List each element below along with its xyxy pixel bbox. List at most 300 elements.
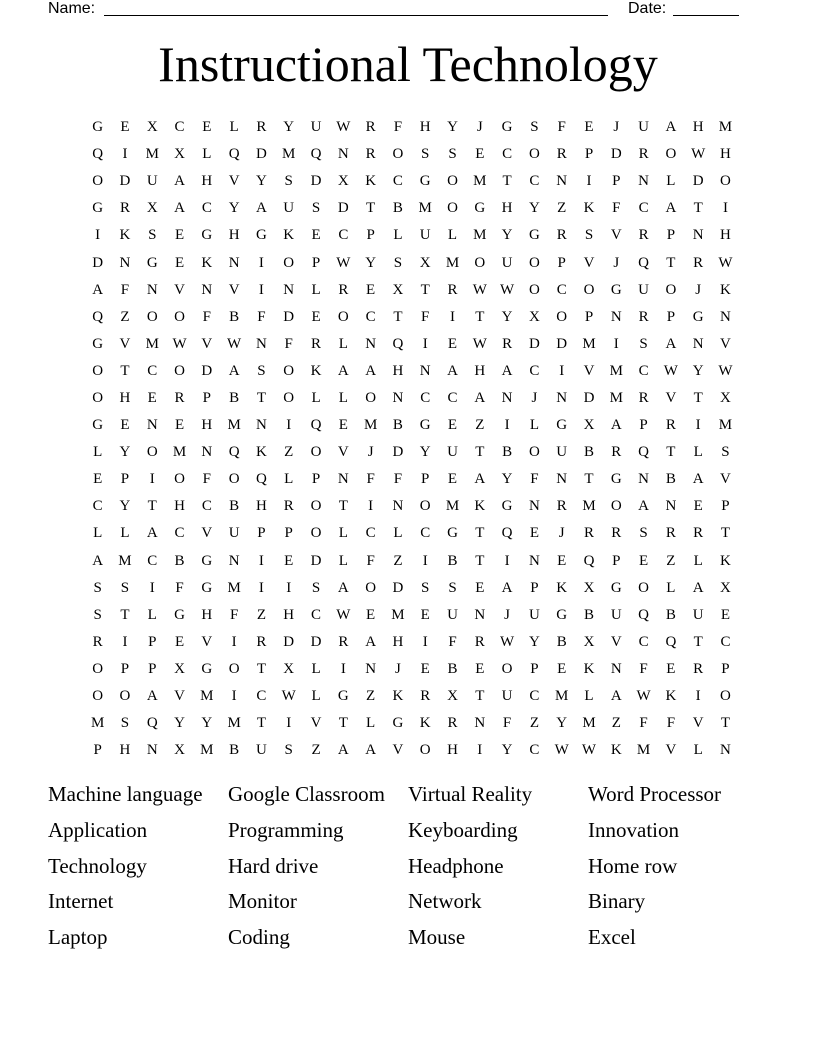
- grid-letter[interactable]: C: [338, 227, 349, 244]
- grid-letter[interactable]: R: [638, 227, 649, 244]
- grid-letter[interactable]: T: [475, 444, 485, 461]
- grid-letter[interactable]: L: [338, 552, 348, 569]
- grid-letter[interactable]: J: [613, 119, 620, 136]
- grid-letter[interactable]: K: [583, 660, 595, 677]
- grid-letter[interactable]: N: [556, 471, 568, 488]
- grid-letter[interactable]: V: [720, 335, 731, 352]
- grid-letter[interactable]: L: [93, 525, 103, 542]
- grid-letter[interactable]: O: [119, 688, 131, 705]
- grid-letter[interactable]: O: [228, 660, 240, 677]
- grid-letter[interactable]: K: [419, 715, 431, 732]
- grid-letter[interactable]: L: [338, 389, 348, 406]
- grid-letter[interactable]: W: [691, 146, 706, 163]
- grid-letter[interactable]: P: [721, 498, 730, 515]
- grid-letter[interactable]: U: [447, 606, 458, 623]
- grid-letter[interactable]: X: [146, 200, 158, 217]
- grid-letter[interactable]: K: [610, 742, 622, 759]
- grid-letter[interactable]: A: [365, 742, 377, 759]
- grid-letter[interactable]: B: [447, 660, 458, 677]
- grid-letter[interactable]: M: [609, 362, 623, 379]
- grid-letter[interactable]: S: [639, 335, 648, 352]
- grid-letter[interactable]: I: [149, 579, 155, 596]
- grid-letter[interactable]: M: [582, 715, 596, 732]
- grid-letter[interactable]: E: [174, 227, 185, 244]
- grid-letter[interactable]: A: [92, 552, 104, 569]
- grid-letter[interactable]: J: [504, 606, 511, 623]
- grid-letter[interactable]: N: [119, 254, 131, 271]
- grid-letter[interactable]: W: [336, 119, 351, 136]
- grid-letter[interactable]: U: [556, 444, 568, 461]
- grid-letter[interactable]: V: [174, 688, 185, 705]
- grid-letter[interactable]: L: [693, 742, 703, 759]
- grid-letter[interactable]: S: [93, 606, 102, 623]
- grid-letter[interactable]: G: [474, 200, 486, 217]
- grid-letter[interactable]: S: [421, 579, 430, 596]
- grid-letter[interactable]: X: [174, 660, 185, 677]
- grid-letter[interactable]: I: [422, 552, 428, 569]
- grid-letter[interactable]: F: [202, 308, 211, 325]
- grid-letter[interactable]: S: [120, 579, 130, 596]
- grid-letter[interactable]: G: [419, 173, 431, 190]
- grid-letter[interactable]: A: [92, 281, 104, 298]
- grid-letter[interactable]: W: [500, 633, 515, 650]
- grid-letter[interactable]: P: [612, 173, 621, 190]
- grid-letter[interactable]: N: [146, 281, 158, 298]
- grid-letter[interactable]: R: [338, 281, 349, 298]
- grid-letter[interactable]: K: [310, 362, 322, 379]
- grid-letter[interactable]: U: [638, 281, 649, 298]
- grid-letter[interactable]: K: [556, 579, 568, 596]
- grid-letter[interactable]: U: [146, 173, 158, 190]
- grid-letter[interactable]: D: [556, 335, 568, 352]
- grid-letter[interactable]: R: [693, 660, 704, 677]
- grid-letter[interactable]: V: [720, 471, 731, 488]
- grid-letter[interactable]: O: [92, 362, 104, 379]
- grid-letter[interactable]: R: [583, 525, 594, 542]
- grid-letter[interactable]: T: [475, 525, 485, 542]
- grid-letter[interactable]: V: [228, 281, 240, 298]
- grid-letter[interactable]: Z: [284, 444, 294, 461]
- grid-letter[interactable]: G: [556, 417, 568, 434]
- grid-letter[interactable]: O: [92, 688, 104, 705]
- grid-letter[interactable]: I: [422, 633, 428, 650]
- grid-letter[interactable]: O: [665, 281, 677, 298]
- grid-letter[interactable]: F: [448, 633, 457, 650]
- name-blank-line[interactable]: [104, 15, 608, 16]
- grid-letter[interactable]: H: [201, 417, 213, 434]
- grid-letter[interactable]: P: [612, 552, 621, 569]
- grid-letter[interactable]: E: [475, 146, 485, 163]
- grid-letter[interactable]: V: [583, 362, 595, 379]
- grid-letter[interactable]: C: [529, 362, 540, 379]
- grid-letter[interactable]: O: [447, 173, 458, 190]
- grid-letter[interactable]: D: [310, 173, 322, 190]
- grid-letter[interactable]: G: [528, 227, 540, 244]
- grid-letter[interactable]: E: [693, 498, 703, 515]
- grid-letter[interactable]: H: [474, 362, 486, 379]
- grid-letter[interactable]: C: [529, 688, 540, 705]
- grid-letter[interactable]: Y: [256, 173, 267, 190]
- grid-letter[interactable]: O: [610, 498, 622, 515]
- grid-letter[interactable]: H: [283, 606, 295, 623]
- grid-letter[interactable]: G: [501, 498, 513, 515]
- grid-letter[interactable]: L: [311, 281, 321, 298]
- grid-letter[interactable]: N: [665, 498, 677, 515]
- grid-letter[interactable]: G: [92, 119, 104, 136]
- grid-letter[interactable]: H: [720, 146, 731, 163]
- grid-letter[interactable]: Y: [201, 715, 213, 732]
- grid-letter[interactable]: F: [666, 715, 676, 732]
- grid-letter[interactable]: T: [420, 281, 430, 298]
- grid-letter[interactable]: F: [366, 552, 375, 569]
- grid-letter[interactable]: V: [119, 335, 131, 352]
- grid-letter[interactable]: Z: [366, 688, 376, 705]
- grid-letter[interactable]: D: [310, 633, 322, 650]
- grid-letter[interactable]: I: [504, 552, 510, 569]
- grid-letter[interactable]: F: [639, 715, 648, 732]
- grid-letter[interactable]: W: [554, 742, 569, 759]
- grid-letter[interactable]: B: [229, 389, 240, 406]
- grid-letter[interactable]: C: [201, 498, 212, 515]
- grid-letter[interactable]: M: [145, 335, 159, 352]
- grid-letter[interactable]: N: [337, 146, 349, 163]
- grid-letter[interactable]: O: [447, 200, 458, 217]
- grid-letter[interactable]: N: [146, 742, 158, 759]
- grid-letter[interactable]: V: [692, 715, 704, 732]
- grid-letter[interactable]: B: [392, 417, 403, 434]
- grid-letter[interactable]: R: [502, 335, 513, 352]
- grid-letter[interactable]: X: [337, 173, 349, 190]
- grid-letter[interactable]: I: [258, 552, 264, 569]
- grid-letter[interactable]: C: [365, 308, 376, 325]
- grid-letter[interactable]: E: [584, 119, 594, 136]
- grid-letter[interactable]: C: [365, 525, 376, 542]
- grid-letter[interactable]: Q: [638, 444, 649, 461]
- grid-letter[interactable]: R: [611, 525, 622, 542]
- grid-letter[interactable]: Y: [501, 742, 513, 759]
- grid-letter[interactable]: L: [202, 146, 212, 163]
- grid-letter[interactable]: A: [638, 498, 649, 515]
- grid-letter[interactable]: L: [93, 444, 103, 461]
- grid-letter[interactable]: K: [720, 552, 731, 569]
- grid-letter[interactable]: Z: [611, 715, 621, 732]
- grid-letter[interactable]: E: [120, 417, 130, 434]
- grid-letter[interactable]: T: [666, 254, 676, 271]
- grid-letter[interactable]: A: [146, 688, 158, 705]
- grid-letter[interactable]: I: [695, 688, 701, 705]
- grid-letter[interactable]: H: [392, 362, 404, 379]
- grid-letter[interactable]: M: [473, 227, 487, 244]
- grid-letter[interactable]: M: [227, 579, 241, 596]
- grid-letter[interactable]: S: [148, 227, 157, 244]
- grid-letter[interactable]: P: [311, 254, 321, 271]
- grid-letter[interactable]: I: [286, 579, 292, 596]
- grid-letter[interactable]: H: [119, 742, 131, 759]
- grid-letter[interactable]: T: [338, 498, 348, 515]
- grid-letter[interactable]: J: [695, 281, 702, 298]
- grid-letter[interactable]: K: [474, 498, 486, 515]
- grid-letter[interactable]: Z: [256, 606, 267, 623]
- grid-letter[interactable]: E: [311, 308, 321, 325]
- grid-letter[interactable]: Y: [174, 715, 185, 732]
- grid-letter[interactable]: E: [475, 579, 485, 596]
- grid-letter[interactable]: M: [227, 417, 241, 434]
- grid-letter[interactable]: Y: [501, 308, 513, 325]
- grid-letter[interactable]: T: [256, 715, 267, 732]
- grid-letter[interactable]: T: [475, 688, 485, 705]
- grid-letter[interactable]: N: [610, 660, 622, 677]
- grid-letter[interactable]: Y: [501, 471, 513, 488]
- grid-letter[interactable]: T: [693, 200, 703, 217]
- grid-letter[interactable]: X: [528, 308, 540, 325]
- grid-letter[interactable]: I: [149, 471, 155, 488]
- grid-letter[interactable]: L: [311, 660, 321, 677]
- grid-letter[interactable]: T: [256, 389, 267, 406]
- grid-letter[interactable]: V: [583, 254, 595, 271]
- grid-letter[interactable]: U: [256, 742, 267, 759]
- grid-letter[interactable]: O: [665, 146, 677, 163]
- grid-letter[interactable]: O: [310, 444, 322, 461]
- grid-letter[interactable]: A: [665, 335, 677, 352]
- grid-letter[interactable]: Z: [120, 308, 130, 325]
- grid-letter[interactable]: K: [365, 173, 377, 190]
- grid-letter[interactable]: H: [419, 119, 431, 136]
- grid-letter[interactable]: Y: [283, 119, 295, 136]
- grid-letter[interactable]: R: [338, 633, 349, 650]
- grid-letter[interactable]: O: [365, 579, 377, 596]
- grid-letter[interactable]: E: [557, 660, 567, 677]
- grid-letter[interactable]: Q: [310, 417, 322, 434]
- grid-letter[interactable]: C: [174, 119, 185, 136]
- grid-letter[interactable]: M: [445, 254, 460, 271]
- grid-letter[interactable]: P: [721, 660, 730, 677]
- grid-letter[interactable]: D: [92, 254, 104, 271]
- grid-letter[interactable]: U: [610, 606, 622, 623]
- grid-letter[interactable]: H: [119, 389, 131, 406]
- grid-letter[interactable]: D: [201, 362, 213, 379]
- grid-letter[interactable]: C: [638, 200, 649, 217]
- grid-letter[interactable]: U: [638, 119, 649, 136]
- grid-letter[interactable]: P: [639, 417, 648, 434]
- grid-letter[interactable]: L: [338, 525, 348, 542]
- grid-letter[interactable]: L: [529, 417, 539, 434]
- grid-letter[interactable]: R: [556, 146, 567, 163]
- grid-letter[interactable]: J: [558, 525, 565, 542]
- grid-letter[interactable]: G: [92, 200, 104, 217]
- grid-letter[interactable]: L: [584, 688, 594, 705]
- grid-letter[interactable]: F: [530, 471, 539, 488]
- grid-letter[interactable]: W: [172, 335, 187, 352]
- grid-letter[interactable]: S: [639, 525, 648, 542]
- grid-letter[interactable]: D: [283, 633, 295, 650]
- grid-letter[interactable]: H: [228, 227, 240, 244]
- grid-letter[interactable]: O: [392, 146, 404, 163]
- grid-letter[interactable]: R: [638, 308, 649, 325]
- grid-letter[interactable]: Z: [557, 200, 567, 217]
- grid-letter[interactable]: R: [256, 119, 267, 136]
- grid-letter[interactable]: O: [419, 498, 431, 515]
- grid-letter[interactable]: I: [722, 200, 728, 217]
- grid-letter[interactable]: R: [119, 200, 130, 217]
- grid-letter[interactable]: S: [584, 227, 594, 244]
- grid-letter[interactable]: A: [228, 362, 240, 379]
- grid-letter[interactable]: I: [258, 254, 264, 271]
- grid-letter[interactable]: E: [147, 389, 157, 406]
- grid-letter[interactable]: C: [311, 606, 322, 623]
- grid-letter[interactable]: A: [146, 525, 158, 542]
- grid-letter[interactable]: P: [366, 227, 375, 244]
- grid-letter[interactable]: N: [720, 308, 731, 325]
- grid-letter[interactable]: O: [310, 498, 322, 515]
- grid-letter[interactable]: E: [420, 606, 430, 623]
- grid-letter[interactable]: C: [201, 200, 212, 217]
- grid-letter[interactable]: C: [420, 389, 431, 406]
- grid-letter[interactable]: W: [336, 606, 351, 623]
- grid-letter[interactable]: I: [231, 688, 237, 705]
- grid-letter[interactable]: Y: [556, 715, 568, 732]
- grid-letter[interactable]: L: [229, 119, 239, 136]
- grid-letter[interactable]: D: [283, 308, 295, 325]
- grid-letter[interactable]: A: [256, 200, 267, 217]
- grid-letter[interactable]: E: [720, 606, 731, 623]
- grid-letter[interactable]: E: [174, 633, 185, 650]
- grid-letter[interactable]: V: [174, 281, 185, 298]
- grid-letter[interactable]: F: [557, 119, 566, 136]
- grid-letter[interactable]: I: [122, 146, 128, 163]
- grid-letter[interactable]: O: [92, 660, 104, 677]
- grid-letter[interactable]: P: [584, 308, 594, 325]
- grid-letter[interactable]: Q: [228, 444, 240, 461]
- grid-letter[interactable]: J: [367, 444, 374, 461]
- grid-letter[interactable]: A: [174, 200, 185, 217]
- grid-letter[interactable]: Q: [310, 146, 322, 163]
- grid-letter[interactable]: I: [286, 417, 292, 434]
- grid-letter[interactable]: L: [284, 471, 294, 488]
- grid-letter[interactable]: U: [501, 688, 513, 705]
- grid-letter[interactable]: W: [472, 335, 487, 352]
- grid-letter[interactable]: H: [201, 173, 213, 190]
- grid-letter[interactable]: Q: [256, 471, 267, 488]
- grid-letter[interactable]: O: [337, 308, 349, 325]
- grid-letter[interactable]: Z: [475, 417, 485, 434]
- grid-letter[interactable]: E: [475, 660, 485, 677]
- grid-letter[interactable]: B: [229, 498, 240, 515]
- grid-letter[interactable]: A: [665, 200, 677, 217]
- grid-letter[interactable]: Z: [529, 715, 539, 732]
- grid-letter[interactable]: R: [556, 227, 567, 244]
- grid-letter[interactable]: M: [90, 715, 105, 732]
- grid-letter[interactable]: P: [202, 389, 211, 406]
- grid-letter[interactable]: P: [93, 742, 102, 759]
- grid-letter[interactable]: O: [474, 254, 486, 271]
- grid-letter[interactable]: G: [256, 227, 267, 244]
- grid-letter[interactable]: I: [122, 633, 128, 650]
- grid-letter[interactable]: L: [311, 688, 321, 705]
- grid-letter[interactable]: P: [557, 254, 566, 271]
- grid-letter[interactable]: E: [666, 660, 676, 677]
- grid-letter[interactable]: T: [693, 389, 703, 406]
- grid-letter[interactable]: I: [340, 660, 346, 677]
- grid-letter[interactable]: P: [584, 146, 594, 163]
- grid-letter[interactable]: F: [229, 606, 239, 623]
- grid-letter[interactable]: Q: [146, 715, 158, 732]
- grid-letter[interactable]: H: [720, 227, 731, 244]
- grid-letter[interactable]: C: [147, 552, 158, 569]
- grid-letter[interactable]: Y: [119, 498, 131, 515]
- grid-letter[interactable]: R: [447, 715, 458, 732]
- grid-letter[interactable]: I: [559, 362, 565, 379]
- grid-letter[interactable]: O: [365, 389, 377, 406]
- grid-letter[interactable]: R: [474, 633, 485, 650]
- grid-letter[interactable]: F: [393, 471, 403, 488]
- grid-letter[interactable]: C: [174, 525, 185, 542]
- grid-letter[interactable]: E: [202, 119, 212, 136]
- grid-letter[interactable]: E: [447, 335, 458, 352]
- grid-letter[interactable]: P: [148, 660, 157, 677]
- grid-letter[interactable]: E: [120, 119, 130, 136]
- grid-letter[interactable]: B: [174, 552, 185, 569]
- grid-letter[interactable]: L: [366, 715, 376, 732]
- grid-letter[interactable]: O: [528, 444, 540, 461]
- grid-letter[interactable]: U: [692, 606, 704, 623]
- grid-letter[interactable]: F: [421, 308, 430, 325]
- grid-letter[interactable]: T: [366, 200, 376, 217]
- grid-letter[interactable]: M: [555, 688, 569, 705]
- grid-letter[interactable]: A: [447, 362, 458, 379]
- grid-letter[interactable]: O: [228, 471, 240, 488]
- grid-letter[interactable]: I: [258, 579, 264, 596]
- grid-letter[interactable]: F: [393, 119, 403, 136]
- grid-letter[interactable]: M: [582, 335, 596, 352]
- grid-letter[interactable]: M: [118, 552, 132, 569]
- grid-letter[interactable]: E: [447, 417, 458, 434]
- grid-letter[interactable]: N: [419, 362, 431, 379]
- grid-letter[interactable]: P: [530, 660, 539, 677]
- grid-letter[interactable]: G: [610, 281, 622, 298]
- grid-letter[interactable]: M: [445, 498, 460, 515]
- grid-letter[interactable]: I: [231, 633, 237, 650]
- grid-letter[interactable]: O: [283, 389, 295, 406]
- grid-letter[interactable]: N: [392, 389, 404, 406]
- grid-letter[interactable]: V: [201, 633, 213, 650]
- grid-letter[interactable]: O: [419, 742, 431, 759]
- grid-letter[interactable]: F: [612, 200, 621, 217]
- grid-letter[interactable]: U: [447, 444, 458, 461]
- grid-letter[interactable]: A: [665, 119, 677, 136]
- grid-letter[interactable]: E: [420, 660, 430, 677]
- grid-letter[interactable]: R: [611, 444, 622, 461]
- grid-letter[interactable]: G: [610, 471, 622, 488]
- grid-letter[interactable]: C: [147, 362, 158, 379]
- grid-letter[interactable]: L: [666, 579, 676, 596]
- grid-letter[interactable]: R: [638, 389, 649, 406]
- grid-letter[interactable]: M: [473, 173, 487, 190]
- grid-letter[interactable]: O: [583, 281, 595, 298]
- grid-letter[interactable]: G: [92, 417, 104, 434]
- grid-letter[interactable]: M: [391, 606, 405, 623]
- grid-letter[interactable]: E: [338, 417, 348, 434]
- grid-letter[interactable]: H: [692, 119, 704, 136]
- grid-letter[interactable]: H: [256, 498, 267, 515]
- grid-letter[interactable]: P: [257, 525, 266, 542]
- grid-letter[interactable]: R: [665, 417, 676, 434]
- grid-letter[interactable]: R: [638, 146, 649, 163]
- grid-letter[interactable]: L: [311, 389, 321, 406]
- grid-letter[interactable]: S: [311, 579, 321, 596]
- grid-letter[interactable]: K: [119, 227, 131, 244]
- grid-letter[interactable]: B: [447, 552, 458, 569]
- grid-letter[interactable]: O: [146, 444, 158, 461]
